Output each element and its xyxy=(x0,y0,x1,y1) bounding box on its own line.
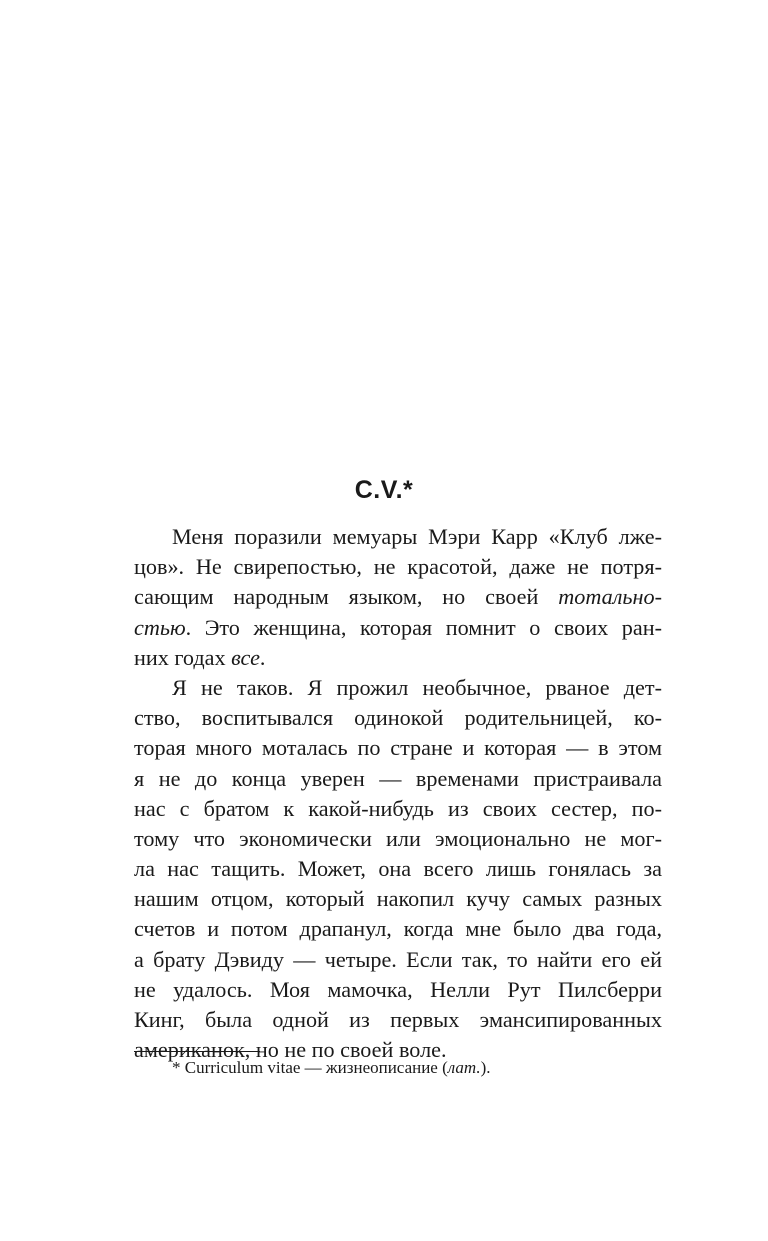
footnote-italic: лат. xyxy=(447,1058,481,1077)
paragraph xyxy=(134,673,662,1065)
text-line xyxy=(134,613,662,643)
text-run: сающим народным языком, но своей xyxy=(134,584,559,610)
text-run: тому что экономически или эмоционально не мог- xyxy=(134,825,662,851)
text-line xyxy=(134,552,662,582)
text-run: а брату Дэвиду — четыре. Если так, то найти его ей xyxy=(134,946,662,972)
text-run: . xyxy=(259,644,266,670)
text-run: торая много моталась по стране и которая — в этом xyxy=(134,735,662,761)
text-line xyxy=(134,824,662,854)
text-line xyxy=(134,854,662,884)
body-text xyxy=(134,522,662,1065)
text-line xyxy=(134,1005,662,1035)
text-line xyxy=(134,703,662,733)
italic-run: все xyxy=(231,644,260,670)
text-run: ство, воспитывался одинокой родительницей, ко- xyxy=(134,705,662,731)
text-line xyxy=(134,764,662,794)
text-line xyxy=(134,582,662,612)
italic-run: тотально- xyxy=(558,584,662,610)
text-line xyxy=(134,945,662,975)
text-run: Кинг, была одной из первых эмансипированных xyxy=(134,1007,662,1032)
text-run: я не до конца уверен — временами пристраивала xyxy=(134,765,662,791)
text-run: нас с братом к какой-нибудь из своих сестер, по- xyxy=(134,795,662,821)
text-run: американок, но не по своей воле. xyxy=(134,1037,447,1063)
text-line xyxy=(134,884,662,914)
text-line xyxy=(134,914,662,944)
text-run: . Это женщина, которая помнит о своих ран- xyxy=(185,614,662,640)
text-run: них годах xyxy=(134,644,232,670)
chapter-title: C.V.* xyxy=(354,476,414,504)
footnote-divider xyxy=(134,1051,260,1052)
text-run: Меня поразили мемуары Мэри Карр «Клуб лже- xyxy=(172,524,662,549)
text-run: нашим отцом, который накопил кучу самых разных xyxy=(134,886,662,912)
text-line xyxy=(134,643,662,673)
text-line xyxy=(134,522,662,552)
text-run: цов». Не свирепостью, не красотой, даже не потря- xyxy=(134,554,662,580)
footnote-text: * Curriculum vitae — жизнеописание ( xyxy=(172,1058,448,1077)
text-run: ла нас тащить. Может, она всего лишь гонялась за xyxy=(134,856,662,882)
footnote-tail: ). xyxy=(480,1058,491,1077)
text-line xyxy=(134,733,662,763)
text-line xyxy=(134,975,662,1005)
text-run: не удалось. Моя мамочка, Нелли Рут Пилсберри xyxy=(134,976,662,1002)
italic-run: стью xyxy=(134,614,186,640)
text-run: Я не таков. Я прожил необычное, рваное дет- xyxy=(172,674,662,700)
text-run: счетов и потом драпанул, когда мне было два года, xyxy=(134,916,662,942)
footnote xyxy=(172,1057,491,1079)
text-line xyxy=(134,794,662,824)
text-line xyxy=(134,673,662,703)
paragraph xyxy=(134,522,662,673)
